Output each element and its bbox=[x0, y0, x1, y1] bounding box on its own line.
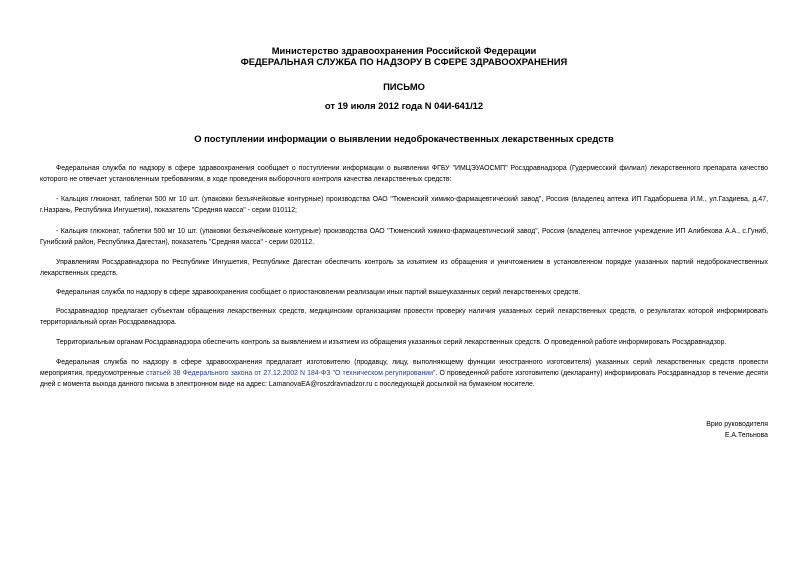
paragraph-intro: Федеральная служба по надзору в сфере здравоохранения сообщает о поступлении информации о выявлении ФГБУ "ИМЦЭУАОСМП" Росздравнадзора (Гудермесский филиал) лекарственного препарата качество которого не отвечает установленным требованиям, в ходе проведения выборочного контроля качества лекарственных средств: bbox=[40, 165, 768, 183]
document-date-number: от 19 июля 2012 года N 04И-641/12 bbox=[324, 100, 484, 111]
paragraph-suspension: Федеральная служба по надзору в сфере здравоохранения сообщает о приостановлении реализации иных партий вышеуказанных серий лекарственных средств. bbox=[56, 289, 581, 296]
paragraph-territorial-control: Территориальным органам Росздравнадзора обеспечить контроль за выявлением и изъятием из обращения указанных серий лекарственных средств. О проведенной работе информировать Росздравнадзор. bbox=[56, 339, 727, 346]
paragraph-check-request: Росздравнадзор предлагает субъектам обращения лекарственных средств, медицинским организациям провести проверку наличия указанных серий лекарственных средств, о результатах которой информировать территориальный орган Росздравнадзора. bbox=[40, 308, 768, 326]
paragraph-regional-control: Управлениям Росздравнадзора по Республике Ингушетия, Республике Дагестан обеспечить контроль за изъятием из обращения и уничтожением в установленном порядке указанных партий недоброкачественных лекарственных средств. bbox=[40, 259, 768, 277]
law-article-link[interactable]: статьей 38 Федерального закона от 27.12.2002 N 184-ФЗ "О техническом регулировании" bbox=[146, 370, 436, 377]
ministry-name: Министерство здравоохранения Российской Федерации bbox=[271, 45, 537, 56]
letter-header bbox=[40, 45, 768, 67]
paragraph-item-1: - Кальция глюконат, таблетки 500 мг 10 шт. (упаковки безъячейковые контурные) производства ОАО "Тюменский химико-фармацевтический завод", Россия (владелец аптека ИП Гадаборшева И.М., ул.Газдиева, д.47, г.Назрань, Республика Ингушетия), показатель "Средняя масса" - серии 010112; bbox=[40, 196, 768, 214]
document-type: ПИСЬМО bbox=[383, 81, 425, 92]
paragraph-item-2: - Кальция глюконат, таблетки 500 мг 10 шт. (упаковки безъячейковые контурные) производства ОАО "Тюменский химико-фармацевтический завод", Россия (владелец аптечное учреждение ИП Алибекова А.А., с.Гуниб, Гунибский район, Республика Дагестан), показатель "Средняя масса" - серии 020112. bbox=[40, 228, 768, 246]
signature-name: Е.А.Тельнова bbox=[724, 432, 768, 439]
paragraph-manufacturer-text-start: Федеральная служба по надзору в сфере здравоохранения предлагает изготовителю (продавцу, лицу, выполняющему функции иностранного изготовителя) указанных серий лекарственных средств провести мероприятия, предусмотренные bbox=[40, 359, 768, 377]
signature-position: Врио руководителя bbox=[706, 421, 768, 428]
service-name: ФЕДЕРАЛЬНАЯ СЛУЖБА ПО НАДЗОРУ В СФЕРЕ ЗДРАВООХРАНЕНИЯ bbox=[240, 56, 568, 67]
paragraph-manufacturer-text-end: . О проведенной работе изготовителю (декларанту) информировать Росздравнадзор в течение десяти дней с момента выхода данного письма в электронном виде на адрес: LamanovaEA@roszdravnadzor.ru с последующей досылкой на бумажном носителе. bbox=[40, 370, 769, 388]
paragraph-manufacturer bbox=[40, 357, 768, 390]
document-subject: О поступлении информации о выявлении недоброкачественных лекарственных средств bbox=[194, 133, 614, 144]
